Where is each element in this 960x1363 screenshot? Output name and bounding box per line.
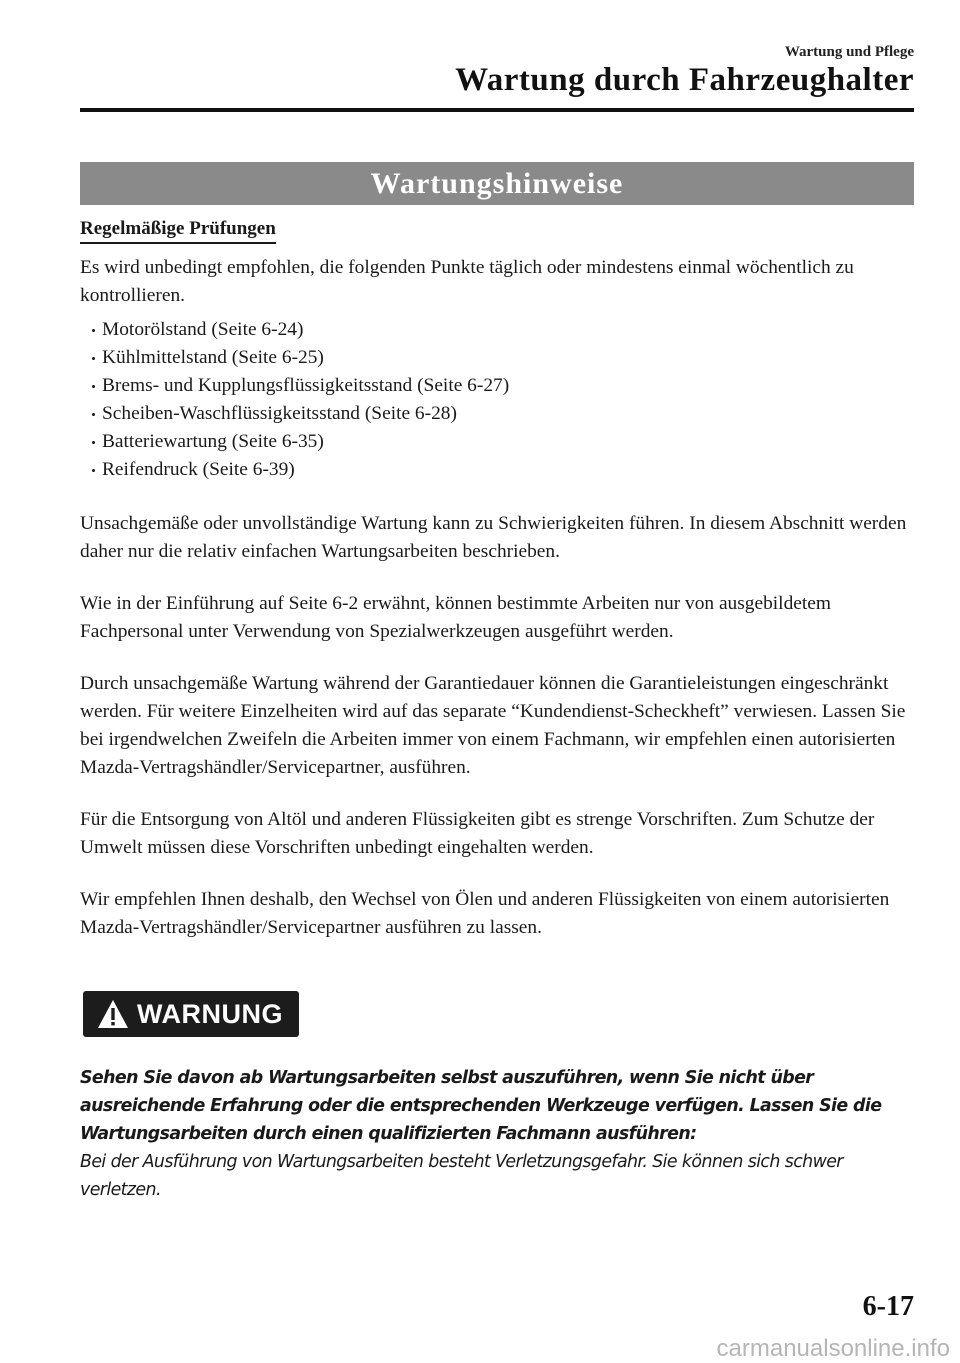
checklist-item: Brems- und Kupplungsflüssigkeitsstand (Seite 6-27): [80, 372, 914, 400]
checklist-item: Scheiben-Waschflüssigkeitsstand (Seite 6-28): [80, 400, 914, 428]
warning-normal-text: Bei der Ausführung von Wartungsarbeiten besteht Verletzungsgefahr. Sie können sich schwer verletzen.: [80, 1152, 843, 1200]
checklist-item: Kühlmittelstand (Seite 6-25): [80, 344, 914, 372]
paragraph: Durch unsachgemäße Wartung während der Garantiedauer können die Garantieleistungen eingeschränkt werden. Für weitere Einzelheiten wird auf das separate “Kundendienst-Scheckheft” verwiesen. Lassen Sie bei irgendwelchen Zweifeln die Arbeiten immer von einem Fachmann, wir empfehlen einen autorisierten Mazda-Vertragshändler/Servicepartner, ausführen.: [80, 673, 906, 778]
checklist: [80, 316, 914, 484]
page-number: 6-17: [862, 1291, 914, 1322]
warning-bold-text: Sehen Sie davon ab Wartungsarbeiten selbst auszuführen, wenn Sie nicht über ausreichende Erfahrung oder die entsprechenden Werkzeuge verfügen. Lassen Sie die Wartungsarbeiten durch einen qualifizierten Fachmann ausführen:: [80, 1068, 882, 1144]
warning-triangle-icon: [97, 999, 129, 1029]
warning-badge: [83, 991, 299, 1037]
paragraph: Wir empfehlen Ihnen deshalb, den Wechsel von Ölen und anderen Flüssigkeiten von einem autorisierten Mazda-Vertragshändler/Servicepartner ausführen zu lassen.: [80, 889, 890, 938]
intro-paragraph: Es wird unbedingt empfohlen, die folgenden Punkte täglich oder mindestens einmal wöchentlich zu kontrollieren.: [80, 257, 854, 306]
checklist-item: Motorölstand (Seite 6-24): [80, 316, 914, 344]
section-banner: Wartungshinweise: [80, 162, 914, 205]
checklist-item: Reifendruck (Seite 6-39): [80, 456, 914, 484]
warning-text: [80, 1064, 914, 1204]
paragraph: Unsachgemäße oder unvollständige Wartung kann zu Schwierigkeiten führen. In diesem Abschnitt werden daher nur die relativ einfachen Wartungsarbeiten beschrieben.: [80, 513, 907, 562]
header-divider: [80, 108, 914, 112]
paragraph: Für die Entsorgung von Altöl und anderen Flüssigkeiten gibt es strenge Vorschriften. Zum Schutze der Umwelt müssen diese Vorschriften unbedingt eingehalten werden.: [80, 809, 875, 858]
checklist-item: Batteriewartung (Seite 6-35): [80, 428, 914, 456]
paragraph: Wie in der Einführung auf Seite 6-2 erwähnt, können bestimmte Arbeiten nur von ausgebildetem Fachpersonal unter Verwendung von Spezialwerkzeugen ausgeführt werden.: [80, 593, 831, 642]
warning-label: WARNUNG: [137, 998, 283, 1029]
header-section-title: Wartung und Pflege: [784, 44, 914, 60]
subheading: Regelmäßige Prüfungen: [80, 218, 276, 244]
header-chapter-title: Wartung durch Fahrzeughalter: [455, 62, 914, 98]
watermark: carmanualsonline.info: [716, 1335, 950, 1362]
main-content: [80, 254, 914, 966]
